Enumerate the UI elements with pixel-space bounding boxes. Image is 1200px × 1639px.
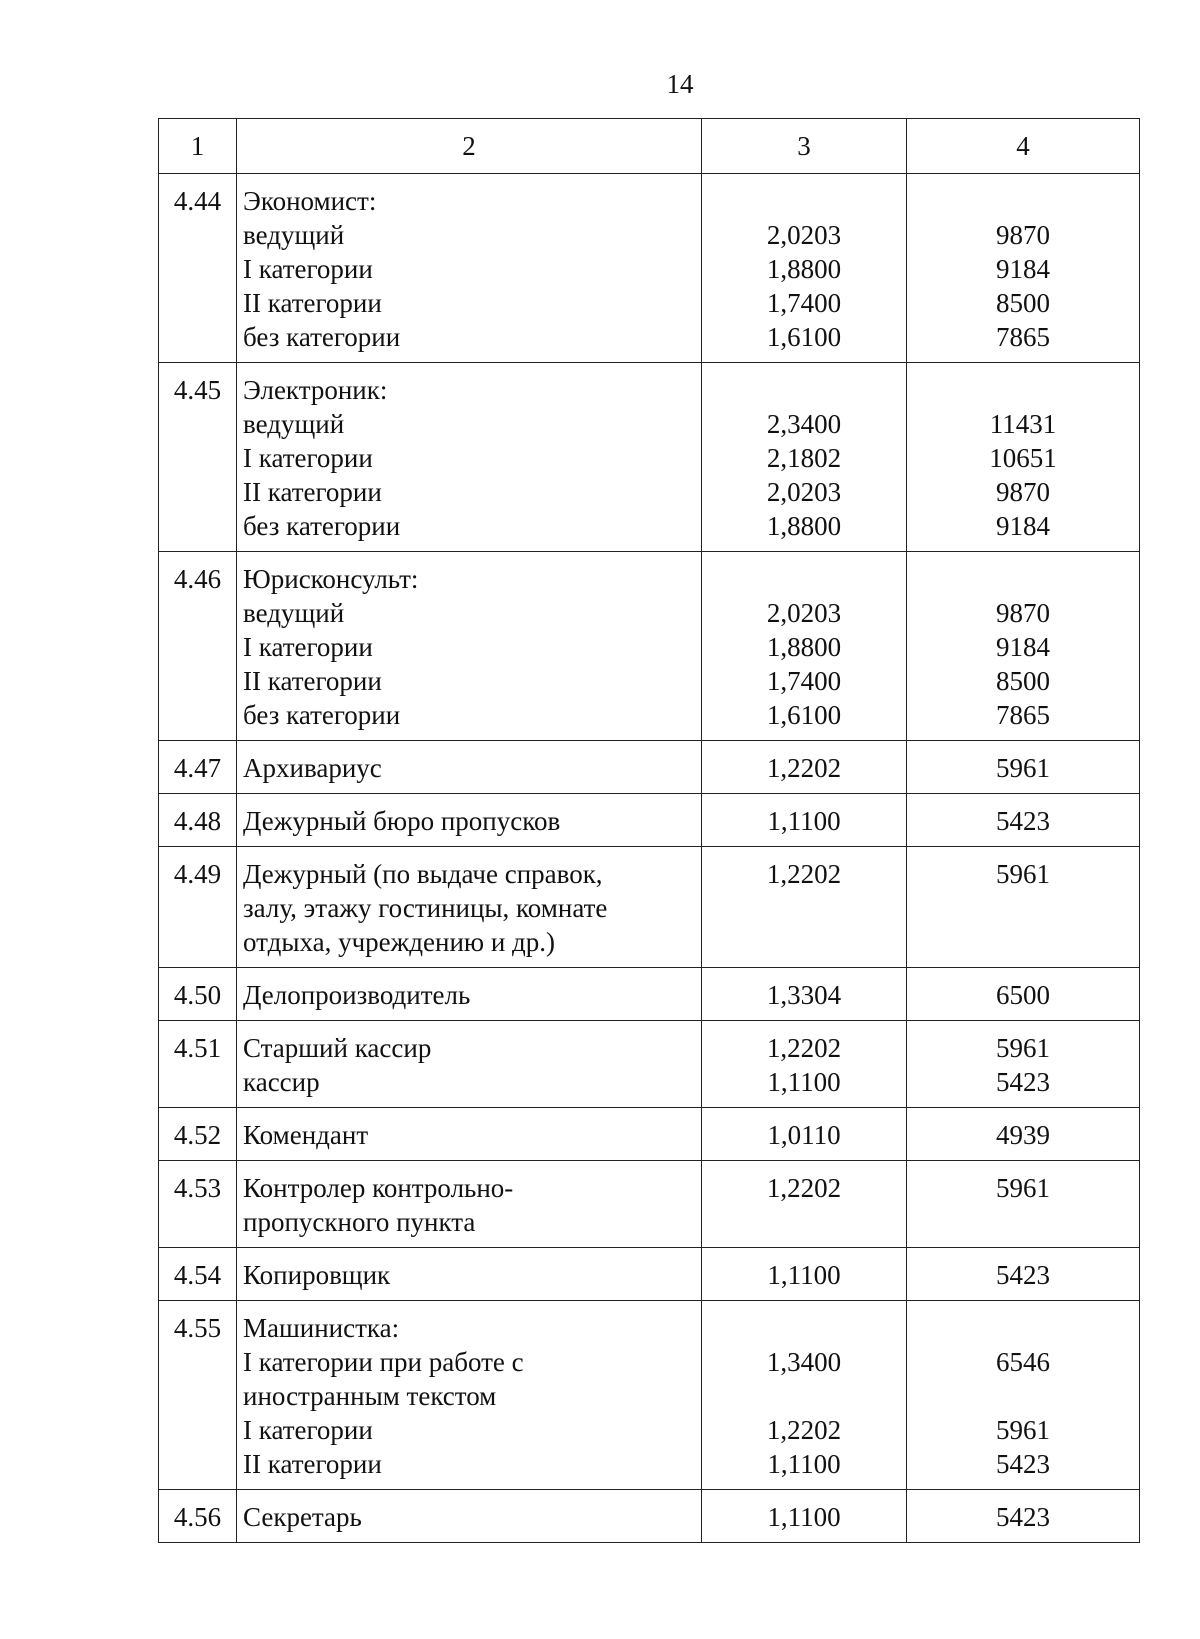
coefficient-cell: [702, 1108, 907, 1161]
position-label: II категории: [243, 288, 382, 318]
table-row: [159, 1021, 1140, 1108]
salary-value: 6546: [996, 1347, 1050, 1377]
position-label: Контролер контрольно-: [243, 1173, 514, 1203]
salary-value: [913, 1205, 1133, 1239]
row-number: 4.51: [159, 1021, 237, 1108]
position-label: I категории: [243, 1415, 373, 1445]
position-cell: [237, 847, 702, 968]
salary-value: 5423: [996, 1067, 1050, 1097]
table-row: [159, 794, 1140, 847]
header-col-1: 1: [159, 119, 237, 174]
position-group-title: Машинистка:: [243, 1313, 400, 1343]
row-number: 4.56: [159, 1490, 237, 1543]
salary-cell: [907, 1108, 1140, 1161]
table-row: [159, 363, 1140, 552]
position-group-title: Экономист:: [243, 186, 377, 216]
position-cell: [237, 741, 702, 794]
salary-value: 7865: [996, 322, 1050, 352]
coefficient-cell: [702, 552, 907, 741]
salary-table: [158, 118, 1140, 1543]
salary-value: [913, 925, 1133, 959]
position-label: пропускного пункта: [243, 1207, 476, 1237]
coefficient-value: 2,0203: [766, 598, 842, 628]
header-col-3: 3: [702, 119, 907, 174]
page-number: 14: [666, 69, 694, 99]
row-number: 4.49: [159, 847, 237, 968]
position-label: без категории: [243, 700, 401, 730]
salary-value: [913, 1379, 1133, 1413]
salary-cell: [907, 847, 1140, 968]
coefficient-value: [708, 925, 900, 959]
salary-value: 9870: [996, 477, 1050, 507]
salary-cell: [907, 1490, 1140, 1543]
position-label: иностранным текстом: [243, 1381, 497, 1411]
position-label: кассир: [243, 1067, 320, 1097]
salary-value: 5961: [996, 1033, 1050, 1063]
position-label: ведущий: [243, 220, 345, 250]
position-label: II категории: [243, 1449, 382, 1479]
header-col-4: 4: [907, 119, 1140, 174]
coefficient-value: 1,6100: [766, 700, 842, 730]
table-header-row: [159, 119, 1140, 174]
coefficient-value: 1,1100: [767, 1502, 841, 1532]
table-row: [159, 1301, 1140, 1490]
coefficient-value: 1,7400: [766, 288, 842, 318]
salary-value: 9184: [996, 632, 1050, 662]
table-row: [159, 174, 1140, 363]
salary-value: 5961: [996, 1415, 1050, 1445]
coefficient-cell: [702, 363, 907, 552]
salary-value: 7865: [996, 700, 1050, 730]
coefficient-spacer: [708, 184, 900, 218]
coefficient-value: 1,2202: [766, 1415, 842, 1445]
salary-spacer: [913, 184, 1133, 218]
salary-value: 5423: [996, 1449, 1050, 1479]
table-row: [159, 741, 1140, 794]
table-row: [159, 1490, 1140, 1543]
table-row: [159, 847, 1140, 968]
coefficient-value: [708, 1379, 900, 1413]
row-number: 4.45: [159, 363, 237, 552]
salary-cell: [907, 1301, 1140, 1490]
salary-value: 5961: [996, 753, 1050, 783]
position-label: без категории: [243, 511, 401, 541]
position-label: Дежурный бюро пропусков: [243, 806, 561, 836]
row-number: 4.54: [159, 1248, 237, 1301]
position-label: Делопроизводитель: [243, 980, 471, 1010]
header-col-2: 2: [237, 119, 702, 174]
position-cell: [237, 794, 702, 847]
row-number: 4.48: [159, 794, 237, 847]
position-label: Архивариус: [243, 753, 382, 783]
row-number: 4.47: [159, 741, 237, 794]
salary-cell: [907, 968, 1140, 1021]
position-label: без категории: [243, 322, 401, 352]
position-label: I категории: [243, 254, 373, 284]
position-label: Комендант: [243, 1120, 369, 1150]
coefficient-value: 1,1100: [767, 806, 841, 836]
coefficient-value: 2,3400: [766, 409, 842, 439]
position-group-title: Юрисконсульт:: [243, 564, 419, 594]
salary-value: 9184: [996, 511, 1050, 541]
coefficient-value: 2,0203: [766, 477, 842, 507]
coefficient-cell: [702, 1161, 907, 1248]
coefficient-cell: [702, 1248, 907, 1301]
salary-value: 5423: [996, 1260, 1050, 1290]
salary-value: 9870: [996, 220, 1050, 250]
coefficient-cell: [702, 847, 907, 968]
coefficient-cell: [702, 741, 907, 794]
position-label: I категории: [243, 632, 373, 662]
salary-spacer: [913, 1311, 1133, 1345]
coefficient-value: 1,7400: [766, 666, 842, 696]
salary-value: 5961: [996, 1173, 1050, 1203]
position-label: Старший кассир: [243, 1033, 432, 1063]
salary-spacer: [913, 562, 1133, 596]
coefficient-value: 2,1802: [766, 443, 842, 473]
position-cell: [237, 968, 702, 1021]
coefficient-value: 1,3400: [766, 1347, 842, 1377]
coefficient-cell: [702, 1301, 907, 1490]
salary-value: [913, 891, 1133, 925]
salary-value: 5423: [996, 1502, 1050, 1532]
salary-value: 9184: [996, 254, 1050, 284]
salary-cell: [907, 741, 1140, 794]
salary-value: 5423: [996, 806, 1050, 836]
salary-value: 10651: [989, 443, 1057, 473]
salary-cell: [907, 552, 1140, 741]
coefficient-value: 2,0203: [766, 220, 842, 250]
row-number: 4.53: [159, 1161, 237, 1248]
salary-value: 5961: [996, 859, 1050, 889]
salary-cell: [907, 363, 1140, 552]
coefficient-spacer: [708, 373, 900, 407]
salary-value: 11431: [989, 409, 1057, 439]
coefficient-value: 1,6100: [766, 322, 842, 352]
position-label: I категории при работе с: [243, 1347, 524, 1377]
coefficient-value: 1,2202: [766, 1033, 842, 1063]
coefficient-cell: [702, 174, 907, 363]
coefficient-value: 1,1100: [767, 1260, 841, 1290]
position-cell: [237, 552, 702, 741]
position-cell: [237, 1490, 702, 1543]
coefficient-cell: [702, 1490, 907, 1543]
coefficient-cell: [702, 794, 907, 847]
position-label: Копировщик: [243, 1260, 391, 1290]
position-label: II категории: [243, 477, 382, 507]
row-number: 4.44: [159, 174, 237, 363]
coefficient-value: [708, 891, 900, 925]
coefficient-cell: [702, 968, 907, 1021]
coefficient-value: [708, 1205, 900, 1239]
salary-cell: [907, 794, 1140, 847]
coefficient-value: 1,1100: [767, 1067, 841, 1097]
salary-value: 8500: [996, 666, 1050, 696]
position-cell: [237, 1021, 702, 1108]
table-row: [159, 552, 1140, 741]
table-row: [159, 1248, 1140, 1301]
position-label: II категории: [243, 666, 382, 696]
coefficient-spacer: [708, 562, 900, 596]
salary-value: 6500: [996, 980, 1050, 1010]
position-group-title: Электроник:: [243, 375, 388, 405]
position-label: ведущий: [243, 409, 345, 439]
coefficient-value: 1,2202: [766, 753, 842, 783]
coefficient-spacer: [708, 1311, 900, 1345]
coefficient-value: 1,2202: [766, 1173, 842, 1203]
salary-cell: [907, 1161, 1140, 1248]
coefficient-value: 1,0110: [767, 1120, 841, 1150]
salary-value: 9870: [996, 598, 1050, 628]
coefficient-value: 1,1100: [767, 1449, 841, 1479]
position-label: отдыха, учреждению и др.): [243, 927, 556, 957]
table-row: [159, 968, 1140, 1021]
salary-spacer: [913, 373, 1133, 407]
salary-value: 8500: [996, 288, 1050, 318]
row-number: 4.55: [159, 1301, 237, 1490]
coefficient-value: 1,8800: [766, 511, 842, 541]
coefficient-cell: [702, 1021, 907, 1108]
table-body: [159, 119, 1140, 1543]
row-number: 4.46: [159, 552, 237, 741]
position-cell: [237, 1108, 702, 1161]
position-label: Секретарь: [243, 1502, 362, 1532]
position-label: I категории: [243, 443, 373, 473]
position-label: Дежурный (по выдаче справок,: [243, 859, 603, 889]
salary-cell: [907, 1248, 1140, 1301]
position-cell: [237, 1161, 702, 1248]
position-label: залу, этажу гостиницы, комнате: [243, 893, 608, 923]
position-cell: [237, 363, 702, 552]
coefficient-value: 1,8800: [766, 632, 842, 662]
position-cell: [237, 1248, 702, 1301]
coefficient-value: 1,2202: [766, 859, 842, 889]
row-number: 4.50: [159, 968, 237, 1021]
position-cell: [237, 1301, 702, 1490]
salary-cell: [907, 174, 1140, 363]
row-number: 4.52: [159, 1108, 237, 1161]
salary-value: 4939: [996, 1120, 1050, 1150]
table-row: [159, 1108, 1140, 1161]
position-label: ведущий: [243, 598, 345, 628]
table-row: [159, 1161, 1140, 1248]
document-sheet: [158, 118, 1139, 1543]
salary-cell: [907, 1021, 1140, 1108]
position-cell: [237, 174, 702, 363]
coefficient-value: 1,3304: [766, 980, 842, 1010]
coefficient-value: 1,8800: [766, 254, 842, 284]
